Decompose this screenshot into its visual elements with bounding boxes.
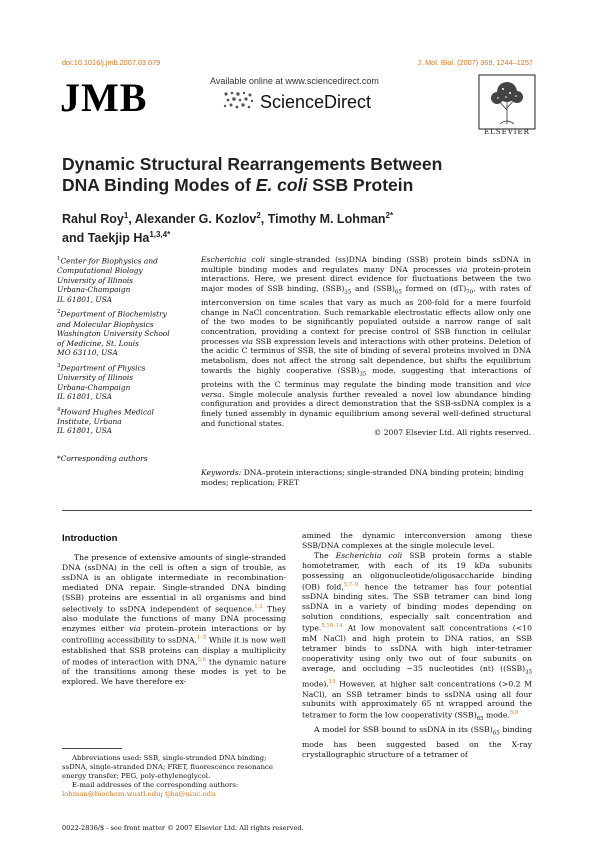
abstract-text: Escherichia coli single-stranded (ss)DNA binding (SSB) protein binds ssDNA in multiple binding modes and regulates many DNA processes via protein-protein interactions. Here, we present direct evidence for fluctuations between the two major modes of SSB binding, $(SSB)_{35}$ and $(SSB)_{65}$ formed on $(dT)_{70}$, with rates of interconversion on time scales that vary as much as 200-fold for a mere fourfold change in NaCl concentration. Such remarkable electrostatic effects allow only one of the two modes to be significantly populated outside a narrow range of salt concentration, providing a context for precise control of SSB function in cellular processes via SSB expression levels and interactions with other proteins. Deletion of the acidic C terminus of SSB, the site of binding of several proteins involved in DNA metabolism, does not affect the strong salt dependence, but shifts the equilibrium towards the highly cooperative $(SSB)_{35}$ mode, suggesting that interactions of proteins with the C terminus may regulate the binding mode transition and vice versa. Single molecule analysis further revealed a novel low abundance binding configuration and provides a direct demonstration that the SSB-ssDNA complex is a finely tuned assembly in dynamic equilibrium among several well-defined structural and functional states. [201,255,532,428]
paragraph: amined the dynamic interconversion among these SSB/DNA complexes at the single molecule level. [302,531,532,550]
section-heading: Introduction [62,533,118,544]
journal-reference[interactable]: J. Mol. Biol. (2007) 369, 1244–1257 [417,58,533,67]
affiliation-1: $^1$Center for Biophysics and Computational Biology University of Illinois Urbana-Champaign IL 61801, USA [57,256,158,304]
footnotes [62,754,286,799]
author-list: Rahul Roy$^1$, Alexander G. Kozlov$^2$, Timothy M. Lohman$^{2*}$ and Taekjip $Ha^{1,3,4*}$ [62,211,394,246]
footnote-divider [62,748,122,749]
affiliation-sup: 1 [57,256,61,262]
affiliation-3: $^3$Department of Physics University of Illinois Urbana-Champaign IL 61801, USA [57,362,146,402]
keywords-text: DNA–protein interactions; single-stranded DNA binding protein; binding modes; replication; FRET [201,468,524,487]
affiliation-sup: 2 [57,309,61,316]
affiliation-sup: 3 [57,362,61,369]
elsevier-tree-logo-icon [478,74,536,130]
author-sup: 1,3,4* [149,230,171,240]
author-sup: 2 [256,211,261,220]
keywords-label: Keywords: [201,468,242,477]
sciencedirect-wordmark: ScienceDirect [260,92,372,112]
author-name[interactable]: Alexander G. Kozlov [134,212,257,227]
email-link[interactable]: tjha@uiuc.edu [165,790,216,798]
available-online-text[interactable]: Available online at www.sciencedirect.com [210,76,379,86]
email-link[interactable]: lohman@biochem.wustl.edu [62,790,161,798]
author-name[interactable]: Rahul Roy [62,212,124,227]
affiliations [57,255,197,464]
author-sup: 1 [123,211,129,220]
author-sup: 2* [385,211,394,220]
affiliation-sup: 4 [57,406,61,413]
email-links: lohman@biochem.wustl.edu; tjha@uiuc.edu [62,790,216,798]
keywords [201,468,531,487]
sciencedirect-logo-icon [222,90,256,112]
doi-link[interactable]: doi:10.1016/j.jmb.2007.03.079 [62,58,161,67]
body-left-column [62,553,286,687]
paragraph: A model for SSB bound to ssDNA in its $(SSB)_{65}$ binding mode has been suggested based on the X-ray crystallographic structure of a tetramer of [302,725,532,759]
body-right-column [302,531,532,760]
abstract [201,255,531,438]
author-name[interactable]: Timothy M. Lohman [267,212,386,227]
corresponding-note: *Corresponding authors [57,453,148,463]
paragraph: The presence of extensive amounts of single-stranded DNA (ssDNA) in the cell is often a sign of trouble, as ssDNA is an obligate intermediate in recombination-mediated DNA repair. Single-stranded DNA binding (SSB) proteins are essential in all organisms and bind selectively to ssDNA independent of sequence.$^{1,2}$ They also modulate the functions of many DNA processing enzymes either via protein–protein interactions or by controlling accessibility to ssDNA.$^{1-5}$ While it is now well established that SSB proteins can display a multiplicity of modes of interaction with DNA,$^{5,6}$ the dynamic nature of the transitions among these modes is yet to be explored. We have therefore ex- [62,553,287,687]
affiliation-4: $^4$Howard Hughes Medical Institute, Urbana IL 61801, USA [57,406,154,436]
divider [62,510,532,511]
email-note: E-mail addresses of the corresponding authors: [72,781,239,789]
paragraph: The Escherichia coli SSB protein forms a stable homotetramer, with each of its 19 kDa subunits possessing an oligonucleotide/oligosaccharide binding (OB) fold,$^{5,7-9}$ hence the tetramer has four potential ssDNA binding sites. The SSB tetramer can bind long ssDNA in a variety of binding modes depending on solution conditions, especially salt concentration and type.$^{5,10-14}$ At low monovalent salt concentrations (<10 mM NaCl) and high protein to DNA ratios, an SSB tetramer binds to ssDNA with high inter-tetramer cooperativity using only two out of four subunits on average, and occluding ~35 nucleotides (nt) ($(SSB)_{35}$ mode).$^{15}$ However, at higher salt concentrations (>0.2 M NaCl), an SSB tetramer binds to ssDNA using all four subunits with approximately 65 nt wrapped around the tetramer to form the low cooperativity $(SSB)_{65}$ mode.$^{5,8}$ [302,550,533,723]
elsevier-wordmark: ELSEVIER [484,128,530,136]
author-name[interactable]: Taekjip Ha [87,231,150,246]
title-part-1: Dynamic Structural Rearrangements Between DNA Binding Modes of E. coli SSB Protein [62,154,443,195]
front-matter-line: 0022-2836/$ - see front matter © 2007 Elsevier Ltd. All rights reserved. [62,824,304,832]
journal-logo: JMB [60,75,148,120]
copyright-line: © 2007 Elsevier Ltd. All rights reserved. [373,428,531,438]
article-title [62,154,532,196]
affiliation-2: $^2$Department of Biochemistry and Molecular Biophysics Washington University School of Medicine, St. Louis MO 63110, USA [57,309,170,358]
abbreviations-note: Abbreviations used: SSB, single-stranded DNA binding; ssDNA, single-stranded DNA; FRET, fluorescence resonance energy transfer; PEG, poly-ethyleneglycol. [62,754,273,780]
